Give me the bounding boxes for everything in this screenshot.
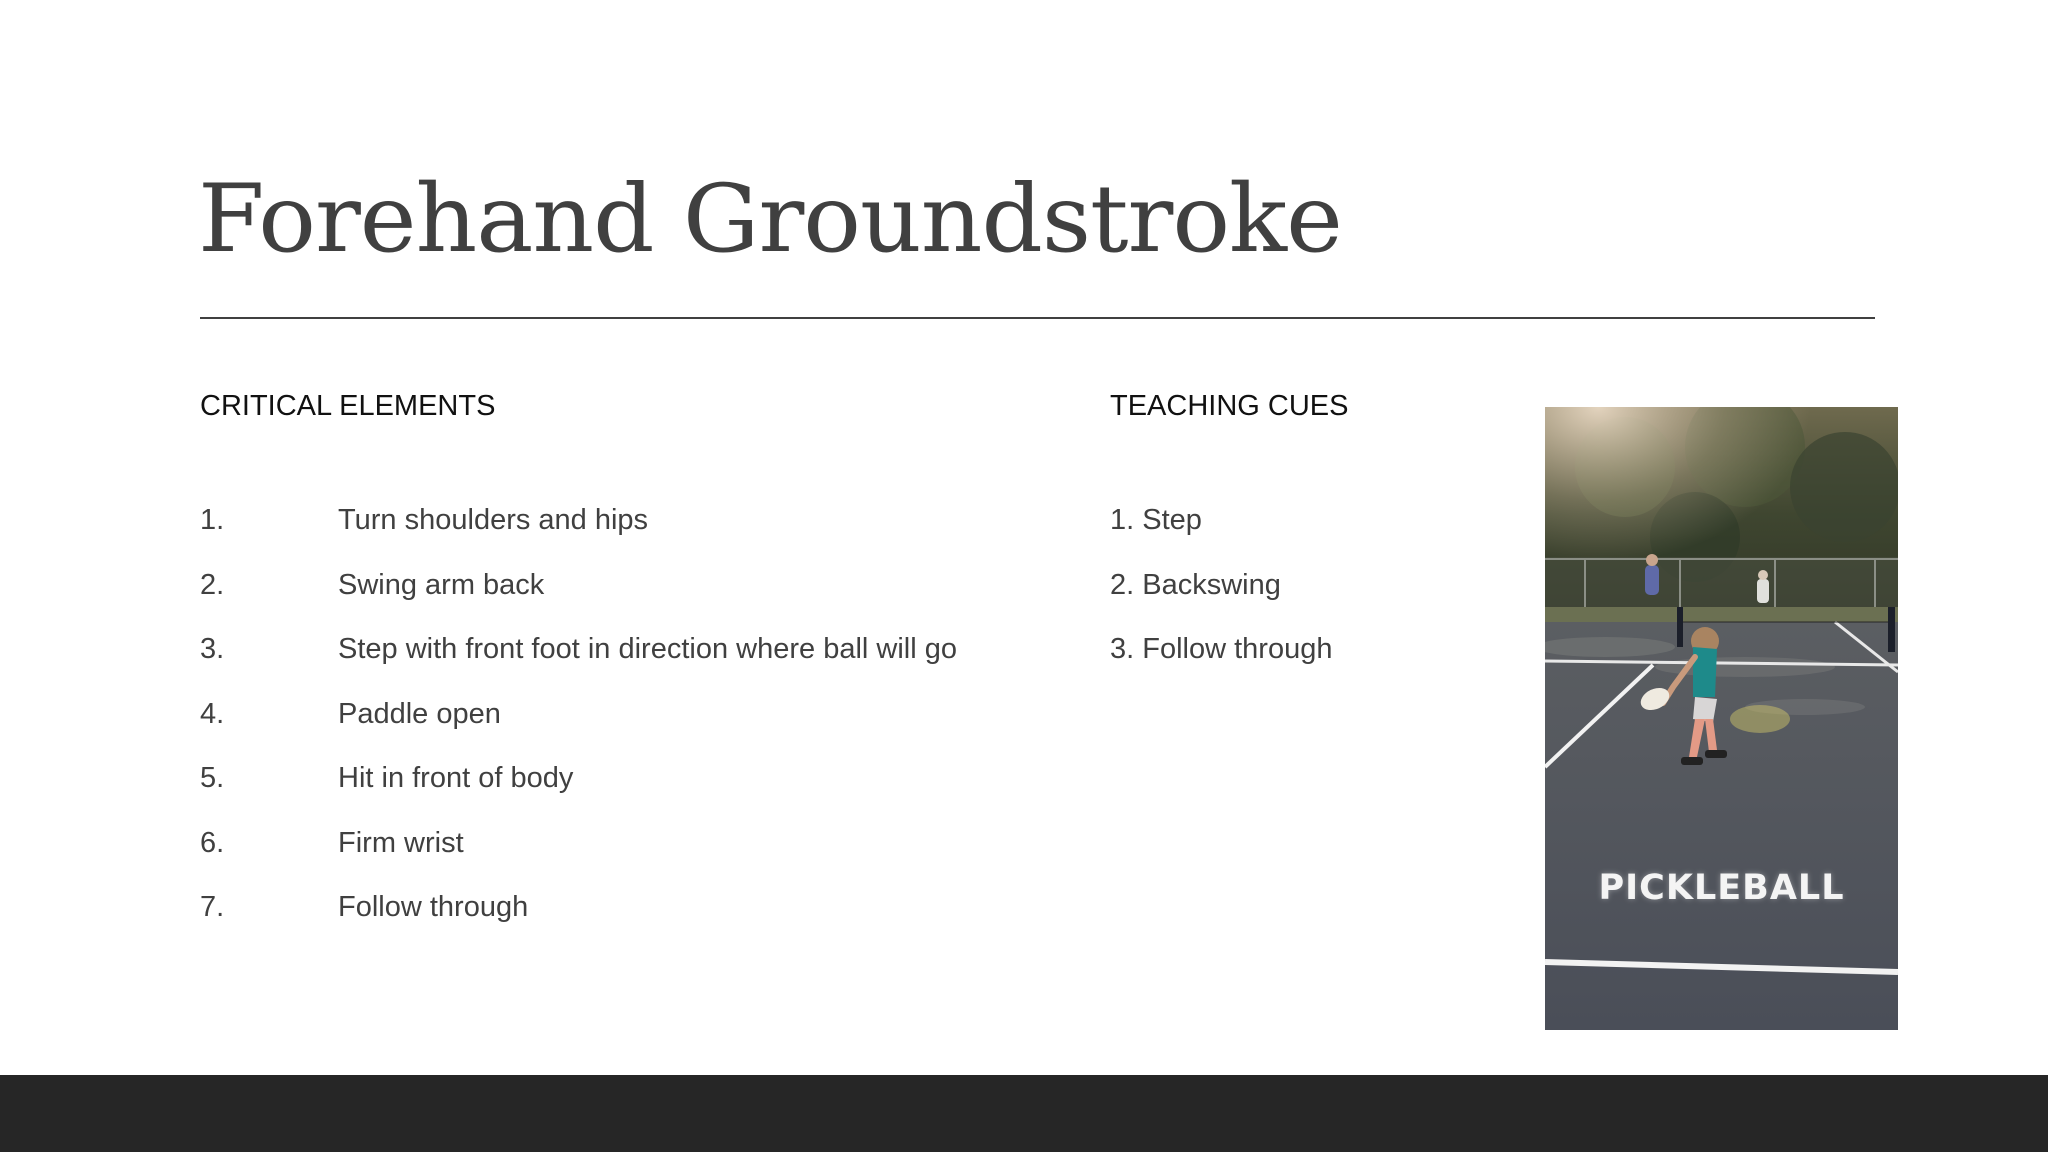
item-text: Paddle open <box>338 697 501 730</box>
item-text: Hit in front of body <box>338 762 574 794</box>
item-number: 3. <box>200 633 225 665</box>
item-text: Step with front foot in direction where ball will go <box>338 633 957 665</box>
pickleball-photo <box>1545 407 1898 1030</box>
item-number: 4. <box>200 697 225 730</box>
title-divider <box>200 317 1875 319</box>
cue-text: 1. Step <box>1110 504 1202 536</box>
cue-text: 3. Follow through <box>1110 633 1333 665</box>
item-number: 1. <box>200 504 225 536</box>
item-number: 5. <box>200 762 225 794</box>
cue-text: 2. Backswing <box>1110 568 1281 601</box>
footer-bar <box>0 1075 2048 1152</box>
court-scene-illustration <box>1545 407 1898 1030</box>
item-number: 7. <box>200 891 225 923</box>
critical-elements-heading: CRITICAL ELEMENTS <box>200 390 496 422</box>
photo-caption: PICKLEBALL <box>1598 868 1845 908</box>
teaching-cues-heading: TEACHING CUES <box>1110 390 1349 422</box>
item-text: Firm wrist <box>338 826 464 859</box>
item-text: Turn shoulders and hips <box>338 504 649 536</box>
slide-title: Forehand Groundstroke <box>198 165 1342 274</box>
item-text: Swing arm back <box>338 568 545 601</box>
item-number: 2. <box>200 568 225 601</box>
item-number: 6. <box>200 826 225 859</box>
item-text: Follow through <box>338 891 529 923</box>
